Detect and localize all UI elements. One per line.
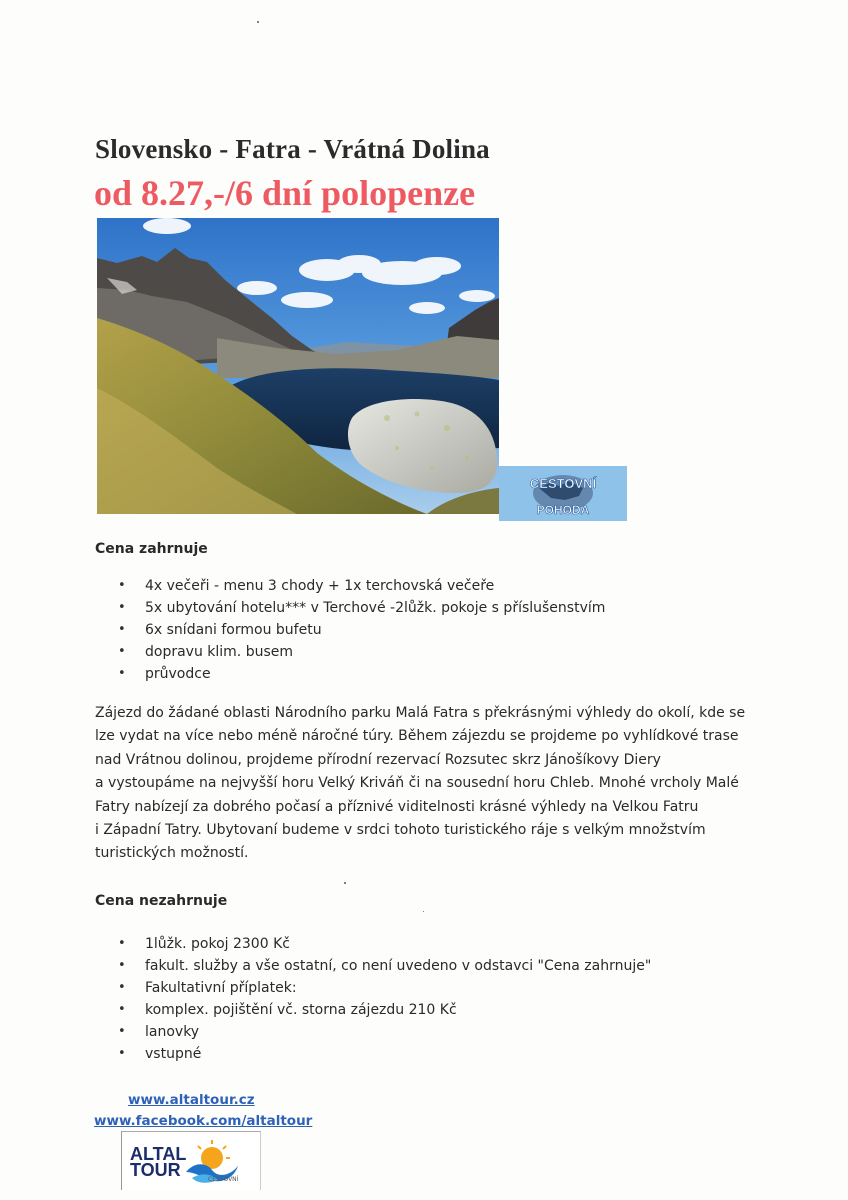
list-item: • 4x večeři - menu 3 chody + 1x terchovská večeře: [118, 575, 605, 597]
mountain-lake-photo: [97, 218, 499, 514]
list-item: • dopravu klim. busem: [118, 641, 605, 663]
list-item: • komplex. pojištění vč. storna zájezdu 210 Kč: [118, 999, 651, 1021]
description-line: a vystoupáme na nejvyšší horu Velký Kriváň či na sousední horu Chleb. Mnohé vrcholy Malé: [95, 775, 739, 792]
list-item: • Fakultativní příplatek:: [118, 977, 651, 999]
website-link[interactable]: www.altaltour.cz: [128, 1092, 255, 1108]
badge-line2: POHODA: [536, 503, 590, 517]
price-heading: od 8.27,-/6 dní polopenze: [94, 173, 476, 213]
page-title: Slovensko - Fatra - Vrátná Dolina: [95, 134, 490, 164]
scan-speck: [423, 911, 424, 912]
list-item: • průvodce: [118, 663, 605, 685]
excluded-heading: Cena nezahrnuje: [95, 893, 228, 909]
list-item: • fakult. služby a vše ostatní, co není uvedeno v odstavci "Cena zahrnuje": [118, 955, 651, 977]
description-line: turistických možností.: [95, 845, 249, 862]
badge-line1: CESTOVNÍ: [529, 476, 597, 491]
included-list: [118, 575, 605, 685]
trip-description: [95, 702, 755, 866]
facebook-link[interactable]: www.facebook.com/altaltour: [94, 1113, 313, 1129]
description-line: i Západní Tatry. Ubytovaní budeme v srdci tohoto turistického ráje s velkým množstvím: [95, 822, 706, 839]
logo-tagline: CESTOVNÍ: [208, 1176, 239, 1183]
list-item: • 1lůžk. pokoj 2300 Kč: [118, 933, 651, 955]
description-line: Fatry nabízejí za dobrého počasí a příznivé viditelnosti krásné výhledy na Velkou Fatru: [95, 798, 699, 815]
list-item: • vstupné: [118, 1043, 651, 1065]
list-item: • 5x ubytování hotelu*** v Terchové -2lůžk. pokoje s příslušenstvím: [118, 597, 605, 619]
included-heading: Cena zahrnuje: [95, 541, 208, 557]
excluded-list: [118, 933, 651, 1065]
description-line: lze vydat na více nebo méně náročné túry. Během zájezdu se projdeme po vyhlídkové trase: [95, 728, 739, 745]
list-item: • lanovky: [118, 1021, 651, 1043]
description-line: Zájezd do žádané oblasti Národního parku Malá Fatra s překrásnými výhledy do okolí, kde se: [95, 705, 746, 721]
altaltour-logo: [121, 1131, 261, 1190]
contact-links: [94, 1090, 312, 1132]
description-line: nad Vrátnou dolinou, projdeme přírodní rezervací Rozsutec skrz Jánošíkovy Diery: [95, 751, 661, 768]
list-item: • 6x snídani formou bufetu: [118, 619, 605, 641]
logo-wordmark: [130, 1146, 186, 1178]
scan-speck: [257, 21, 259, 23]
cestovni-pohoda-badge: [499, 466, 627, 521]
logo-line1: ALTAL: [130, 1144, 187, 1164]
scan-speck: [344, 882, 346, 884]
logo-line2: TOUR: [130, 1160, 181, 1180]
